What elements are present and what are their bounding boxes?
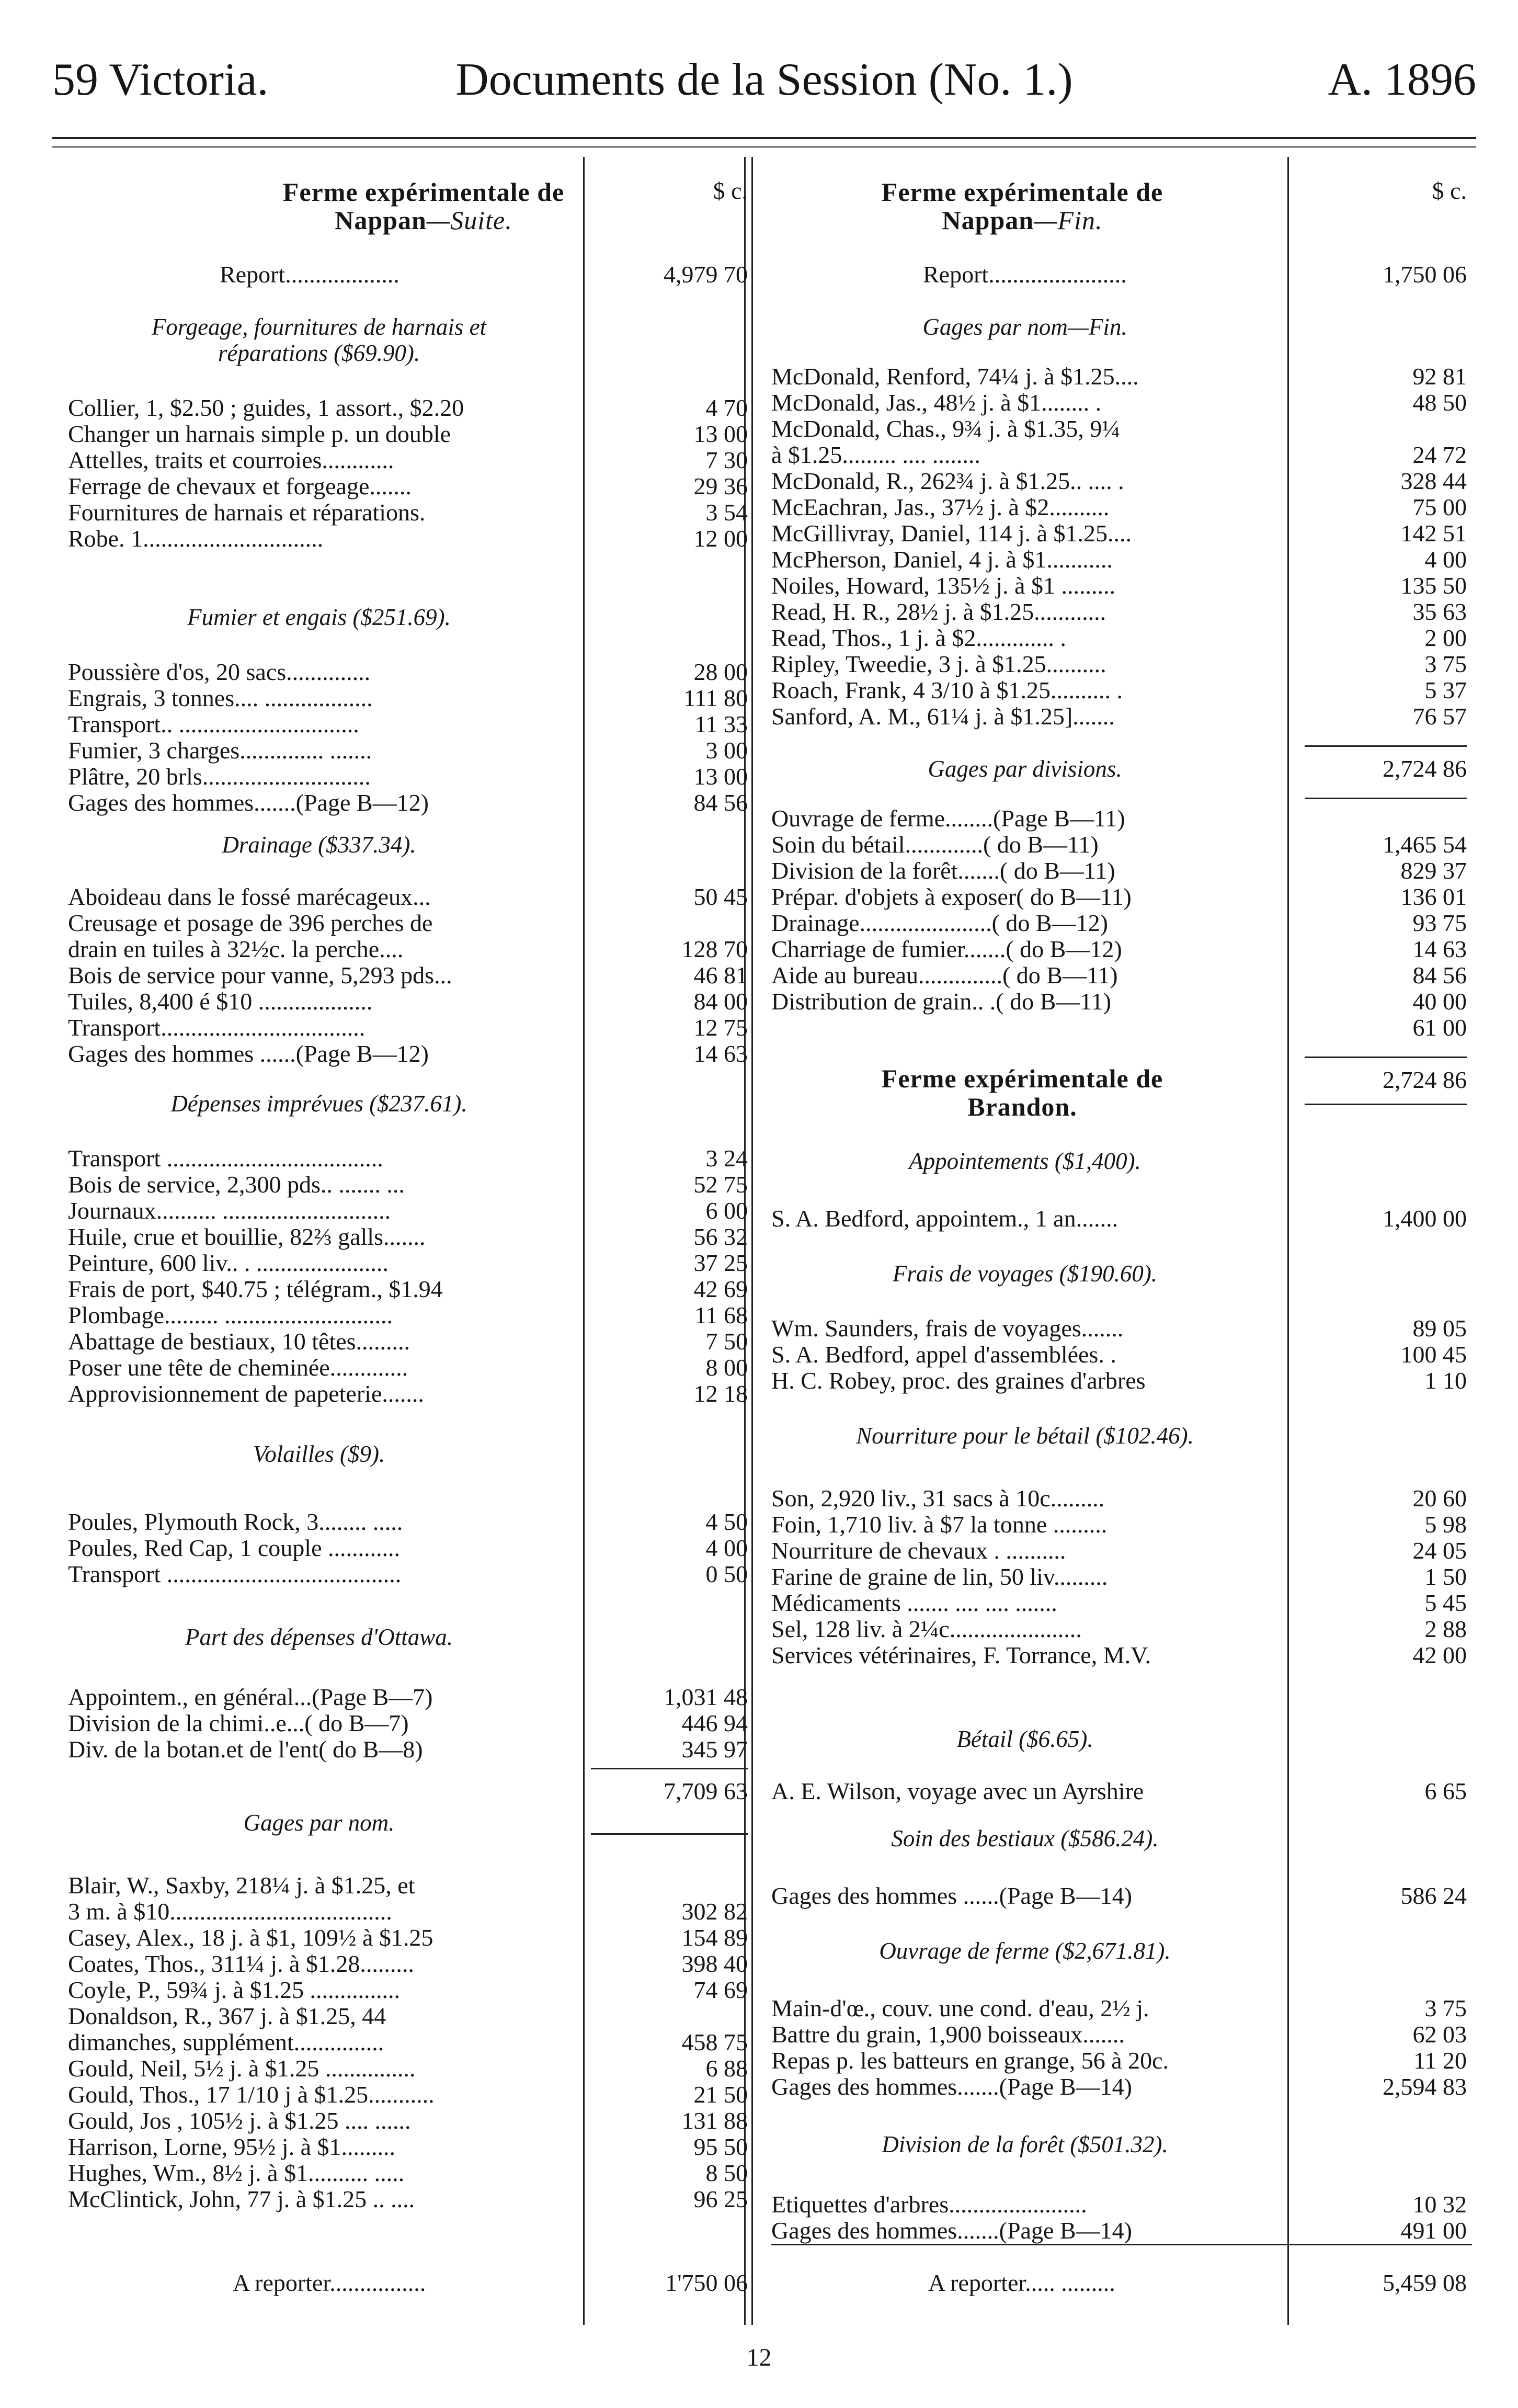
ledger-item-label: Blair, W., Saxby, 218¼ j. à $1.25, et: [68, 1872, 415, 1899]
ledger-item-label: H. C. Robey, proc. des graines d'arbres: [771, 1367, 1146, 1394]
right-sec-ouvrage: Ouvrage de ferme ($2,671.81).: [879, 1938, 1171, 1964]
left-drainage-list: [68, 884, 570, 1067]
ledger-item-amount: 5 45: [1424, 1589, 1467, 1616]
ledger-item-label: Appointem., en général...(Page B—7): [68, 1684, 433, 1710]
ledger-item-amount: 3 75: [1424, 651, 1467, 677]
right-soin-amounts: [1305, 1883, 1467, 1909]
ledger-item-amount: 11 33: [694, 711, 748, 737]
ledger-item-amount: 12 75: [693, 1014, 748, 1041]
right-betail-list: [771, 1778, 1279, 1804]
ledger-item-label: Journaux.......... ............................: [68, 1197, 391, 1224]
ledger-item-label: Huile, crue et bouillie, 82⅔ galls.......: [68, 1223, 426, 1250]
ledger-item-label: Casey, Alex., 18 j. à $1, 109½ à $1.25: [68, 1924, 433, 1951]
ledger-item-amount: 458 75: [681, 2029, 748, 2055]
right-amount-rule: [1287, 157, 1289, 2325]
ledger-item-label: Repas p. les batteurs en grange, 56 à 20c.: [771, 2047, 1169, 2074]
division-item-label: Aide au bureau..............( do B—11): [771, 962, 1118, 989]
ledger-item-label: Fournitures de harnais et réparations.: [68, 499, 426, 526]
ledger-item-amount: 345 97: [681, 1736, 748, 1763]
right-report-amount: 1,750 06: [1383, 261, 1467, 288]
ledger-item-amount: 3 24: [705, 1145, 748, 1172]
ledger-item-label: Transport .......................................: [68, 1561, 402, 1587]
right-subtotal1-rule-bottom: [1305, 798, 1467, 799]
right-foret-amounts: [1305, 2191, 1467, 2244]
ledger-item-amount: 4 00: [1424, 546, 1467, 573]
ledger-item-amount: [591, 910, 748, 936]
ledger-item-label: Frais de port, $40.75 ; télégram., $1.94: [68, 1276, 443, 1302]
right-subtotal1-rule: [1305, 745, 1467, 747]
ledger-item-amount: 13 00: [693, 763, 748, 790]
ledger-item-amount: 75 00: [1412, 494, 1467, 520]
left-fumier-list: [68, 659, 570, 816]
ledger-item-label: Read, Thos., 1 j. à $2............. .: [771, 624, 1066, 651]
ledger-item-label: Read, H. R., 28½ j. à $1.25............: [771, 598, 1106, 625]
left-volailles-amounts: [591, 1509, 748, 1587]
document-year: A. 1896: [1328, 54, 1476, 105]
ledger-item-label: McPherson, Daniel, 4 j. à $1...........: [771, 546, 1113, 573]
ledger-item-amount: 2 88: [1424, 1616, 1467, 1642]
left-gages-list: [68, 1872, 570, 2212]
division-item-amount: 93 75: [1412, 910, 1467, 936]
ledger-item-label: Gages des hommes ......(Page B—14): [771, 1882, 1132, 1909]
ledger-item-amount: 48 50: [1412, 389, 1467, 416]
ledger-item-amount: 328 44: [1400, 468, 1467, 494]
ledger-item-amount: 154 89: [681, 1924, 748, 1951]
header-rule: [52, 137, 1476, 139]
ledger-item-amount: 62 03: [1412, 2021, 1467, 2048]
right-sec-appointements: Appointements ($1,400).: [909, 1148, 1141, 1174]
ledger-item-amount: 56 32: [693, 1223, 748, 1250]
left-depenses-amounts: [591, 1145, 748, 1407]
left-sec-drainage: Drainage ($337.34).: [222, 832, 416, 858]
ledger-item-amount: 6 65: [1424, 1778, 1467, 1804]
ledger-item-amount: 6 88: [705, 2055, 748, 2082]
ledger-item-amount: 1,400 00: [1383, 1205, 1467, 1232]
left-sec-volailles: Volailles ($9).: [253, 1441, 385, 1467]
ledger-item-label: Transport ....................................: [68, 1145, 383, 1172]
ledger-item-amount: 3 75: [1424, 1995, 1467, 2021]
ledger-item-amount: 8 50: [705, 2160, 748, 2186]
ledger-item-amount: 52 75: [693, 1171, 748, 1198]
header-rule-thin: [52, 146, 1476, 147]
ledger-item-amount: 3 54: [705, 499, 748, 526]
ledger-item-amount: [591, 2003, 748, 2029]
ledger-item-label: Ferrage de chevaux et forgeage.......: [68, 473, 412, 499]
division-item-amount: 14 63: [1412, 936, 1467, 962]
left-col-head: $ c.: [713, 177, 748, 204]
right-frais-list: [771, 1315, 1279, 1394]
ledger-item-label: Aboideau dans le fossé marécageux...: [68, 883, 431, 910]
ledger-item-label: Division de la chimi..e...( do B—7): [68, 1710, 409, 1736]
ledger-item-amount: 446 94: [681, 1710, 748, 1736]
right-divisions-amounts: [1305, 832, 1467, 1041]
right-ouvrage-amounts: [1305, 1995, 1467, 2100]
division-item-label: Distribution de grain.. .( do B—11): [771, 988, 1111, 1015]
brandon-title-line1: Ferme expérimentale de: [881, 1064, 1163, 1093]
page-number: 12: [746, 2344, 772, 2371]
ledger-item-label: Engrais, 3 tonnes.... ..................: [68, 685, 373, 711]
division-item-label: Soin du bétail.............( do B—11): [771, 831, 1099, 858]
document-title: Documents de la Session (No. 1.): [455, 54, 1073, 105]
ledger-item-label: Coyle, P., 59¾ j. à $1.25 ...............: [68, 1977, 401, 2003]
ledger-item-label: Gages des hommes.......(Page B—14): [771, 2217, 1132, 2244]
left-forgeage-list: [68, 395, 570, 552]
ledger-item-amount: 131 88: [681, 2107, 748, 2134]
right-appointements-list: [771, 1206, 1279, 1232]
ledger-item-amount: 12 18: [693, 1380, 748, 1407]
ledger-item-label: Battre du grain, 1,900 boisseaux.......: [771, 2021, 1125, 2048]
ledger-item-amount: 8 00: [705, 1354, 748, 1381]
left-reporter-row: [68, 2270, 570, 2296]
left-sec-forgeage-line2: réparations ($69.90).: [218, 340, 420, 366]
left-title-farm: Nappan: [335, 206, 427, 235]
ledger-item-label: Fumier, 3 charges.............. .......: [68, 737, 372, 764]
ledger-item-label: Div. de la botan.et de l'ent( do B—8): [68, 1736, 423, 1763]
right-report-row: [771, 262, 1279, 288]
ledger-item-label: Gages des hommes.......(Page B—12): [68, 789, 429, 816]
ledger-item-label: Changer un harnais simple p. un double: [68, 421, 451, 447]
ledger-item-label: Donaldson, R., 367 j. à $1.25, 44: [68, 2003, 386, 2029]
left-volailles-list: [68, 1509, 570, 1587]
right-reporter-amount: 5,459 08: [1383, 2269, 1467, 2296]
ledger-item-label: Peinture, 600 liv.. . ......................: [68, 1250, 389, 1276]
ledger-item-label: Hughes, Wm., 8½ j. à $1.......... .....: [68, 2160, 405, 2186]
left-reporter-label: A reporter................: [233, 2269, 426, 2296]
left-report-amount: 4,979 70: [664, 261, 748, 288]
ledger-item-label: drain en tuiles à 32½c. la perche....: [68, 936, 404, 962]
ledger-item-label: McGillivray, Daniel, 114 j. à $1.25....: [771, 520, 1132, 547]
brandon-title: [771, 1064, 1273, 1121]
left-subtotal-rule-bottom: [591, 1833, 748, 1835]
right-sec-betail: Bétail ($6.65).: [956, 1726, 1093, 1752]
ledger-item-label: Nourriture de chevaux . ..........: [771, 1537, 1066, 1564]
right-title-farm: Nappan: [942, 206, 1034, 235]
ledger-item-label: Plombage......... ............................: [68, 1302, 393, 1328]
ledger-item-label: S. A. Bedford, appointem., 1 an.......: [771, 1205, 1118, 1232]
division-item-label: Charriage de fumier.......( do B—12): [771, 936, 1122, 962]
ledger-item-amount: 2,594 83: [1383, 2073, 1467, 2100]
left-part-list: [68, 1684, 570, 1763]
left-title-line1: Ferme expérimentale de: [282, 177, 565, 207]
ledger-item-label: dimanches, supplément...............: [68, 2029, 384, 2055]
right-ouvrage-list: [771, 1995, 1279, 2100]
ledger-item-label: Etiquettes d'arbres.......................: [771, 2191, 1087, 2218]
division-item-amount: 84 56: [1412, 962, 1467, 989]
right-subtotal1: 2,724 86: [1383, 755, 1467, 782]
ledger-item-label: Foin, 1,710 liv. à $7 la tonne .........: [771, 1511, 1108, 1538]
right-betail-amounts: [1305, 1778, 1467, 1804]
ledger-item-label: Transport..................................: [68, 1014, 366, 1041]
ledger-item-label: Poser une tête de cheminée.............: [68, 1354, 408, 1381]
ledger-item-label: Sel, 128 liv. à 2¼c......................: [771, 1616, 1082, 1642]
right-appointements-amounts: [1305, 1206, 1467, 1232]
ledger-item-amount: 100 45: [1400, 1341, 1467, 1368]
session-year: 59 Victoria.: [52, 54, 269, 105]
ledger-item-label: Ripley, Tweedie, 3 j. à $1.25..........: [771, 651, 1106, 677]
ledger-item-label: Bois de service pour vanne, 5,293 pds...: [68, 962, 452, 989]
ledger-item-amount: 21 50: [693, 2081, 748, 2108]
ledger-item-amount: 24 05: [1412, 1537, 1467, 1564]
ledger-item-label: Creusage et posage de 396 perches de: [68, 910, 433, 936]
ledger-item-label: Roach, Frank, 4 3/10 à $1.25.......... .: [771, 677, 1123, 703]
ledger-item-amount: 11 20: [1413, 2047, 1467, 2074]
ledger-item-amount: 74 69: [693, 1977, 748, 2003]
right-title: [771, 178, 1273, 234]
division-item-label: Drainage......................( do B—12): [771, 910, 1108, 936]
ledger-item-amount: 7 50: [705, 1328, 748, 1355]
ledger-item-label: Son, 2,920 liv., 31 sacs à 10c.........: [771, 1485, 1105, 1512]
right-reporter-rule: [771, 2244, 1472, 2245]
ledger-item-amount: 4 70: [705, 394, 748, 421]
ledger-item-amount: [591, 1872, 748, 1899]
ledger-item-amount: 3 00: [705, 737, 748, 764]
right-subtotal2-rule: [1305, 1057, 1467, 1058]
right-gages-list: [771, 364, 1279, 730]
right-sec-gages-nom: Gages par nom—Fin.: [922, 314, 1127, 340]
ledger-item-amount: [1305, 416, 1467, 442]
ledger-item-label: Plâtre, 20 brls............................: [68, 763, 371, 790]
ledger-item-label: McDonald, Renford, 74¼ j. à $1.25....: [771, 363, 1139, 390]
center-rule-2: [751, 157, 753, 2325]
ledger-item-label: Poules, Plymouth Rock, 3........ .....: [68, 1508, 403, 1535]
ledger-item-amount: 128 70: [681, 936, 748, 962]
left-part-amounts: [591, 1684, 748, 1763]
ledger-item-label: Bois de service, 2,300 pds.. ....... ...: [68, 1171, 405, 1198]
right-sec-soin: Soin des bestiaux ($586.24).: [891, 1825, 1159, 1852]
right-title-line1: Ferme expérimentale de: [881, 177, 1163, 207]
ledger-item-amount: 24 72: [1412, 441, 1467, 468]
ledger-item-amount: 29 36: [693, 473, 748, 499]
ledger-item-amount: 92 81: [1412, 363, 1467, 390]
ledger-item-label: McEachran, Jas., 37½ j. à $2..........: [771, 494, 1110, 520]
left-reporter-amount: 1'750 06: [665, 2269, 748, 2296]
ledger-item-amount: 6 00: [705, 1197, 748, 1224]
ledger-item-label: Coates, Thos., 311¼ j. à $1.28.........: [68, 1950, 414, 1977]
right-sec-foret: Division de la forêt ($501.32).: [882, 2131, 1168, 2157]
ledger-item-label: McDonald, Chas., 9¾ j. à $1.35, 9¼: [771, 415, 1120, 442]
left-drainage-amounts: [591, 884, 748, 1067]
brandon-title-farm: Brandon.: [967, 1092, 1077, 1121]
ledger-item-label: Gages des hommes.......(Page B—14): [771, 2073, 1132, 2100]
ledger-item-amount: 586 24: [1400, 1882, 1467, 1909]
ledger-item-label: Gages des hommes ......(Page B—12): [68, 1040, 429, 1067]
right-subtotal2: 2,724 86: [1383, 1066, 1467, 1093]
ledger-item-label: S. A. Bedford, appel d'assemblées. .: [771, 1341, 1116, 1368]
ledger-item-label: Wm. Saunders, frais de voyages.......: [771, 1315, 1124, 1342]
ledger-item-amount: 76 57: [1412, 703, 1467, 730]
division-item-amount: 136 01: [1400, 883, 1467, 910]
left-sec-forgeage: [68, 314, 570, 366]
right-subtotal2-rule-bottom: [1305, 1104, 1467, 1105]
left-gages-amounts: [591, 1872, 748, 2212]
ledger-item-amount: 491 00: [1400, 2217, 1467, 2244]
left-fumier-amounts: [591, 659, 748, 816]
ledger-item-label: Services vétérinaires, F. Torrance, M.V.: [771, 1642, 1151, 1668]
ledger-item-amount: 12 00: [693, 525, 748, 552]
right-sec-gages-div: Gages par divisions.: [928, 756, 1122, 782]
ledger-item-label: Attelles, traits et courroies............: [68, 447, 394, 473]
ledger-item-amount: 42 69: [693, 1276, 748, 1302]
ledger-item-amount: 398 40: [681, 1950, 748, 1977]
ledger-item-amount: 0 50: [705, 1561, 748, 1587]
left-forgeage-amounts: [591, 395, 748, 552]
ledger-item-label: Transport.. ..............................: [68, 711, 359, 737]
ledger-item-amount: 89 05: [1412, 1315, 1467, 1342]
ledger-item-amount: 37 25: [693, 1250, 748, 1276]
right-divisions-list: [771, 805, 1279, 1041]
ledger-item-label: Gould, Thos., 17 1/10 j à $1.25...........: [68, 2081, 435, 2108]
ledger-item-label: Gould, Jos , 105½ j. à $1.25 .... ......: [68, 2107, 411, 2134]
division-item-label: Prépar. d'objets à exposer( do B—11): [771, 883, 1132, 910]
ledger-item-amount: 84 56: [693, 789, 748, 816]
division-item-label: Ouvrage de ferme........(Page B—11): [771, 805, 1125, 832]
division-item-label: [771, 1015, 1279, 1041]
ledger-item-label: Médicaments ....... .... .... .......: [771, 1589, 1057, 1616]
right-nourriture-list: [771, 1485, 1279, 1668]
ledger-item-label: Sanford, A. M., 61¼ j. à $1.25].......: [771, 703, 1115, 730]
ledger-item-label: Noiles, Howard, 135½ j. à $1 .........: [771, 572, 1115, 599]
ledger-item-label: Main-d'œ., couv. une cond. d'eau, 2½ j.: [771, 1995, 1149, 2021]
ledger-item-label: Farine de graine de lin, 50 liv.........: [771, 1563, 1108, 1590]
ledger-item-label: à $1.25......... .... ........: [771, 441, 980, 468]
ledger-item-amount: 20 60: [1412, 1485, 1467, 1512]
right-sec-frais: Frais de voyages ($190.60).: [892, 1260, 1158, 1287]
ledger-item-amount: 7 30: [705, 447, 748, 473]
ledger-item-label: Tuiles, 8,400 é $10 ...................: [68, 988, 373, 1015]
ledger-item-label: 3 m. à $10.....................................: [68, 1898, 392, 1925]
ledger-item-amount: 35 63: [1412, 598, 1467, 625]
ledger-item-amount: 42 00: [1412, 1642, 1467, 1668]
ledger-item-amount: 5 98: [1424, 1511, 1467, 1538]
right-sec-nourriture: Nourriture pour le bétail ($102.46).: [856, 1423, 1194, 1449]
left-subtotal-rule: [591, 1768, 748, 1769]
left-report-label: Report...................: [220, 261, 400, 288]
ledger-item-amount: 1 50: [1424, 1563, 1467, 1590]
right-report-label: Report.......................: [923, 261, 1127, 288]
ledger-item-amount: 302 82: [681, 1898, 748, 1925]
right-nourriture-amounts: [1305, 1485, 1467, 1668]
left-sec-fumier: Fumier et engais ($251.69).: [187, 604, 451, 630]
ledger-item-amount: 46 81: [693, 962, 748, 989]
ledger-item-label: Robe. 1..............................: [68, 525, 324, 552]
ledger-item-amount: 95 50: [693, 2133, 748, 2160]
right-title-suffix: —Fin.: [1034, 206, 1103, 235]
ledger-item-amount: 1,031 48: [664, 1684, 748, 1710]
right-soin-list: [771, 1883, 1279, 1909]
ledger-item-amount: 1 10: [1424, 1367, 1467, 1394]
left-report-row: [68, 262, 570, 288]
division-item-label: Division de la forêt.......( do B—11): [771, 857, 1115, 884]
ledger-item-amount: 111 80: [683, 685, 748, 711]
ledger-item-amount: 84 00: [693, 988, 748, 1015]
ledger-item-amount: 4 50: [705, 1508, 748, 1535]
left-sec-depenses: Dépenses imprévues ($237.61).: [170, 1091, 467, 1117]
left-amount-rule: [583, 157, 585, 2325]
ledger-item-amount: 28 00: [693, 658, 748, 685]
ledger-item-amount: 4 00: [705, 1535, 748, 1561]
division-item-amount: 1,465 54: [1383, 831, 1467, 858]
left-sec-gages: Gages par nom.: [243, 1810, 395, 1836]
left-subtotal: 7,709 63: [664, 1778, 748, 1804]
ledger-item-amount: 96 25: [693, 2186, 748, 2212]
ledger-item-label: McDonald, R., 262¾ j. à $1.25.. .... .: [771, 468, 1124, 494]
ledger-item-label: Poules, Red Cap, 1 couple ............: [68, 1535, 400, 1561]
left-sec-forgeage-line1: Forgeage, fournitures de harnais et: [151, 314, 487, 340]
right-foret-list: [771, 2191, 1279, 2244]
ledger-item-label: McDonald, Jas., 48½ j. à $1........ .: [771, 389, 1102, 416]
ledger-item-amount: 11 68: [694, 1302, 748, 1328]
ledger-item-label: Gould, Neil, 5½ j. à $1.25 ...............: [68, 2055, 416, 2082]
left-depenses-list: [68, 1145, 570, 1407]
division-item-amount: 61 00: [1412, 1014, 1467, 1041]
right-gages-amounts: [1305, 364, 1467, 730]
ledger-item-label: McClintick, John, 77 j. à $1.25 .. ....: [68, 2186, 415, 2212]
right-frais-amounts: [1305, 1315, 1467, 1394]
ledger-item-amount: 13 00: [693, 421, 748, 447]
left-title-suffix: —Suite.: [426, 206, 512, 235]
ledger-item-amount: 135 50: [1400, 572, 1467, 599]
page-header: [52, 46, 1476, 114]
ledger-item-label: Approvisionnement de papeterie.......: [68, 1380, 424, 1407]
ledger-item-label: Abattage de bestiaux, 10 têtes.........: [68, 1328, 410, 1355]
division-item-amount: 40 00: [1412, 988, 1467, 1015]
ledger-item-amount: 142 51: [1400, 520, 1467, 547]
ledger-item-label: Poussière d'os, 20 sacs..............: [68, 658, 371, 685]
ledger-item-label: Collier, 1, $2.50 ; guides, 1 assort., $2.20: [68, 394, 464, 421]
right-reporter-label: A reporter..... .........: [928, 2269, 1115, 2296]
division-item-amount: 829 37: [1400, 857, 1467, 884]
ledger-item-amount: 2 00: [1424, 624, 1467, 651]
ledger-item-amount: 50 45: [693, 883, 748, 910]
ledger-item-amount: 10 32: [1412, 2191, 1467, 2218]
left-sec-part: Part des dépenses d'Ottawa.: [185, 1624, 453, 1650]
ledger-item-label: A. E. Wilson, voyage avec un Ayrshire: [771, 1778, 1144, 1804]
ledger-item-label: Harrison, Lorne, 95½ j. à $1.........: [68, 2133, 395, 2160]
right-col-head: $ c.: [1432, 177, 1467, 204]
ledger-item-amount: 5 37: [1424, 677, 1467, 703]
right-reporter-row: [771, 2270, 1279, 2296]
ledger-item-amount: 14 63: [693, 1040, 748, 1067]
